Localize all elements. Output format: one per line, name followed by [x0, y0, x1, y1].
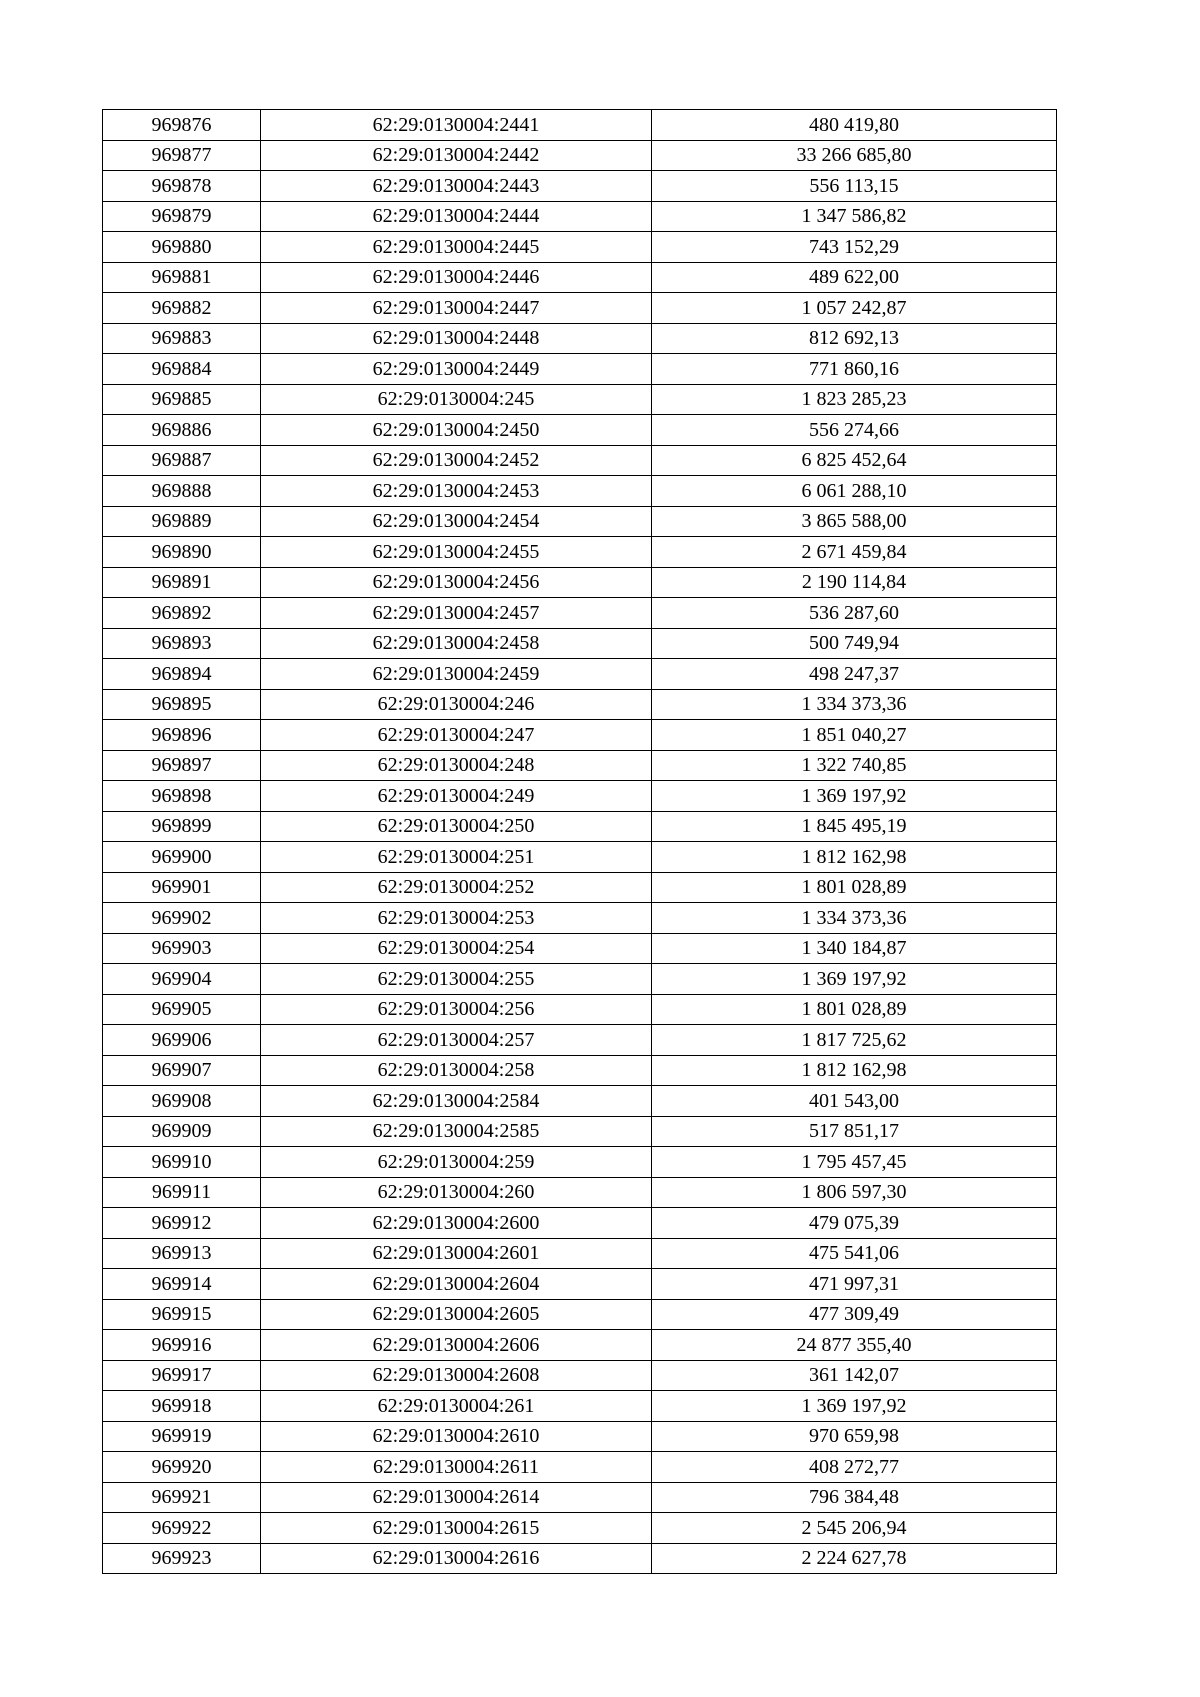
cadastral-number-cell: 62:29:0130004:2449	[261, 354, 652, 385]
cadastral-value-cell: 1 806 597,30	[652, 1177, 1057, 1208]
cadastral-value-cell: 498 247,37	[652, 659, 1057, 690]
cadastral-number-cell: 62:29:0130004:2614	[261, 1482, 652, 1513]
row-number-cell: 969881	[103, 262, 261, 293]
table-row	[103, 1299, 1057, 1330]
table-row	[103, 293, 1057, 324]
cadastral-number-cell: 62:29:0130004:2452	[261, 445, 652, 476]
table-row	[103, 628, 1057, 659]
cadastral-value-cell: 1 340 184,87	[652, 933, 1057, 964]
table-row	[103, 1391, 1057, 1422]
table-row	[103, 506, 1057, 537]
row-number-cell: 969907	[103, 1055, 261, 1086]
cadastral-number-cell: 62:29:0130004:246	[261, 689, 652, 720]
table-row	[103, 1055, 1057, 1086]
cadastral-value-cell: 2 545 206,94	[652, 1513, 1057, 1544]
cadastral-number-cell: 62:29:0130004:260	[261, 1177, 652, 1208]
cadastral-value-table	[102, 109, 1057, 1574]
row-number-cell: 969895	[103, 689, 261, 720]
cadastral-number-cell: 62:29:0130004:258	[261, 1055, 652, 1086]
row-number-cell: 969879	[103, 201, 261, 232]
table-row	[103, 720, 1057, 751]
row-number-cell: 969887	[103, 445, 261, 476]
table-row	[103, 750, 1057, 781]
row-number-cell: 969885	[103, 384, 261, 415]
cadastral-value-cell: 1 812 162,98	[652, 1055, 1057, 1086]
cadastral-value-cell: 475 541,06	[652, 1238, 1057, 1269]
table-row	[103, 1360, 1057, 1391]
cadastral-number-cell: 62:29:0130004:2455	[261, 537, 652, 568]
table-row	[103, 842, 1057, 873]
cadastral-number-cell: 62:29:0130004:250	[261, 811, 652, 842]
row-number-cell: 969914	[103, 1269, 261, 1300]
table-row	[103, 201, 1057, 232]
cadastral-value-cell: 401 543,00	[652, 1086, 1057, 1117]
cadastral-value-cell: 536 287,60	[652, 598, 1057, 629]
table-row	[103, 476, 1057, 507]
cadastral-number-cell: 62:29:0130004:2605	[261, 1299, 652, 1330]
table-row	[103, 445, 1057, 476]
cadastral-value-cell: 480 419,80	[652, 110, 1057, 141]
cadastral-value-cell: 1 845 495,19	[652, 811, 1057, 842]
cadastral-value-cell: 489 622,00	[652, 262, 1057, 293]
cadastral-value-cell: 1 334 373,36	[652, 689, 1057, 720]
cadastral-number-cell: 62:29:0130004:2459	[261, 659, 652, 690]
cadastral-number-cell: 62:29:0130004:2604	[261, 1269, 652, 1300]
cadastral-value-cell: 1 057 242,87	[652, 293, 1057, 324]
row-number-cell: 969923	[103, 1543, 261, 1574]
cadastral-number-cell: 62:29:0130004:2584	[261, 1086, 652, 1117]
table-row	[103, 262, 1057, 293]
table-row	[103, 354, 1057, 385]
row-number-cell: 969918	[103, 1391, 261, 1422]
cadastral-value-cell: 361 142,07	[652, 1360, 1057, 1391]
row-number-cell: 969905	[103, 994, 261, 1025]
table-row	[103, 1177, 1057, 1208]
cadastral-number-cell: 62:29:0130004:245	[261, 384, 652, 415]
cadastral-number-cell: 62:29:0130004:253	[261, 903, 652, 934]
table-row	[103, 384, 1057, 415]
table-row	[103, 232, 1057, 263]
row-number-cell: 969882	[103, 293, 261, 324]
cadastral-number-cell: 62:29:0130004:2585	[261, 1116, 652, 1147]
table-row	[103, 1086, 1057, 1117]
row-number-cell: 969880	[103, 232, 261, 263]
cadastral-number-cell: 62:29:0130004:255	[261, 964, 652, 995]
cadastral-value-cell: 24 877 355,40	[652, 1330, 1057, 1361]
row-number-cell: 969883	[103, 323, 261, 354]
cadastral-number-cell: 62:29:0130004:261	[261, 1391, 652, 1422]
row-number-cell: 969916	[103, 1330, 261, 1361]
cadastral-value-cell: 1 322 740,85	[652, 750, 1057, 781]
row-number-cell: 969906	[103, 1025, 261, 1056]
cadastral-value-cell: 2 190 114,84	[652, 567, 1057, 598]
cadastral-value-cell: 1 851 040,27	[652, 720, 1057, 751]
row-number-cell: 969884	[103, 354, 261, 385]
row-number-cell: 969877	[103, 140, 261, 171]
cadastral-value-cell: 556 113,15	[652, 171, 1057, 202]
cadastral-number-cell: 62:29:0130004:2616	[261, 1543, 652, 1574]
row-number-cell: 969897	[103, 750, 261, 781]
cadastral-number-cell: 62:29:0130004:254	[261, 933, 652, 964]
cadastral-number-cell: 62:29:0130004:2601	[261, 1238, 652, 1269]
table-row	[103, 811, 1057, 842]
cadastral-value-cell: 556 274,66	[652, 415, 1057, 446]
table-row	[103, 1543, 1057, 1574]
cadastral-number-cell: 62:29:0130004:2610	[261, 1421, 652, 1452]
cadastral-value-cell: 6 825 452,64	[652, 445, 1057, 476]
row-number-cell: 969896	[103, 720, 261, 751]
table-row	[103, 903, 1057, 934]
row-number-cell: 969903	[103, 933, 261, 964]
row-number-cell: 969886	[103, 415, 261, 446]
row-number-cell: 969915	[103, 1299, 261, 1330]
row-number-cell: 969889	[103, 506, 261, 537]
cadastral-value-cell: 6 061 288,10	[652, 476, 1057, 507]
table-row	[103, 1482, 1057, 1513]
cadastral-value-cell: 1 801 028,89	[652, 872, 1057, 903]
table-row	[103, 1208, 1057, 1239]
table-row	[103, 537, 1057, 568]
row-number-cell: 969878	[103, 171, 261, 202]
cadastral-number-cell: 62:29:0130004:2442	[261, 140, 652, 171]
cadastral-number-cell: 62:29:0130004:2615	[261, 1513, 652, 1544]
row-number-cell: 969910	[103, 1147, 261, 1178]
table-row	[103, 1025, 1057, 1056]
cadastral-value-cell: 743 152,29	[652, 232, 1057, 263]
cadastral-value-cell: 479 075,39	[652, 1208, 1057, 1239]
row-number-cell: 969922	[103, 1513, 261, 1544]
cadastral-number-cell: 62:29:0130004:249	[261, 781, 652, 812]
table-row	[103, 1269, 1057, 1300]
row-number-cell: 969892	[103, 598, 261, 629]
row-number-cell: 969901	[103, 872, 261, 903]
table-row	[103, 1147, 1057, 1178]
cadastral-number-cell: 62:29:0130004:251	[261, 842, 652, 873]
cadastral-value-cell: 1 369 197,92	[652, 781, 1057, 812]
cadastral-number-cell: 62:29:0130004:2446	[261, 262, 652, 293]
cadastral-value-cell: 500 749,94	[652, 628, 1057, 659]
table-row	[103, 1513, 1057, 1544]
row-number-cell: 969921	[103, 1482, 261, 1513]
row-number-cell: 969913	[103, 1238, 261, 1269]
cadastral-number-cell: 62:29:0130004:2448	[261, 323, 652, 354]
cadastral-value-cell: 471 997,31	[652, 1269, 1057, 1300]
table-row	[103, 781, 1057, 812]
cadastral-number-cell: 62:29:0130004:2600	[261, 1208, 652, 1239]
cadastral-value-cell: 771 860,16	[652, 354, 1057, 385]
cadastral-value-cell: 1 795 457,45	[652, 1147, 1057, 1178]
table-row	[103, 567, 1057, 598]
table-row	[103, 1452, 1057, 1483]
row-number-cell: 969911	[103, 1177, 261, 1208]
cadastral-value-cell: 477 309,49	[652, 1299, 1057, 1330]
cadastral-number-cell: 62:29:0130004:257	[261, 1025, 652, 1056]
cadastral-number-cell: 62:29:0130004:2450	[261, 415, 652, 446]
row-number-cell: 969890	[103, 537, 261, 568]
row-number-cell: 969902	[103, 903, 261, 934]
row-number-cell: 969908	[103, 1086, 261, 1117]
cadastral-value-cell: 1 334 373,36	[652, 903, 1057, 934]
cadastral-value-cell: 1 801 028,89	[652, 994, 1057, 1025]
row-number-cell: 969900	[103, 842, 261, 873]
table-row	[103, 323, 1057, 354]
row-number-cell: 969912	[103, 1208, 261, 1239]
cadastral-value-cell: 3 865 588,00	[652, 506, 1057, 537]
row-number-cell: 969894	[103, 659, 261, 690]
row-number-cell: 969891	[103, 567, 261, 598]
cadastral-value-cell: 796 384,48	[652, 1482, 1057, 1513]
cadastral-number-cell: 62:29:0130004:2454	[261, 506, 652, 537]
row-number-cell: 969888	[103, 476, 261, 507]
table-row	[103, 933, 1057, 964]
table-row	[103, 1238, 1057, 1269]
row-number-cell: 969876	[103, 110, 261, 141]
table-row	[103, 110, 1057, 141]
cadastral-value-cell: 1 369 197,92	[652, 1391, 1057, 1422]
cadastral-number-cell: 62:29:0130004:2441	[261, 110, 652, 141]
cadastral-number-cell: 62:29:0130004:247	[261, 720, 652, 751]
table-row	[103, 689, 1057, 720]
cadastral-number-cell: 62:29:0130004:2457	[261, 598, 652, 629]
cadastral-number-cell: 62:29:0130004:2443	[261, 171, 652, 202]
table-row	[103, 140, 1057, 171]
cadastral-number-cell: 62:29:0130004:2444	[261, 201, 652, 232]
cadastral-value-cell: 1 812 162,98	[652, 842, 1057, 873]
cadastral-number-cell: 62:29:0130004:2608	[261, 1360, 652, 1391]
cadastral-value-cell: 1 369 197,92	[652, 964, 1057, 995]
table-row	[103, 994, 1057, 1025]
cadastral-value-cell: 33 266 685,80	[652, 140, 1057, 171]
table-row	[103, 1116, 1057, 1147]
row-number-cell: 969899	[103, 811, 261, 842]
cadastral-value-cell: 2 671 459,84	[652, 537, 1057, 568]
cadastral-value-cell: 517 851,17	[652, 1116, 1057, 1147]
row-number-cell: 969917	[103, 1360, 261, 1391]
cadastral-value-cell: 1 817 725,62	[652, 1025, 1057, 1056]
row-number-cell: 969919	[103, 1421, 261, 1452]
cadastral-value-cell: 812 692,13	[652, 323, 1057, 354]
table-row	[103, 598, 1057, 629]
table-row	[103, 1421, 1057, 1452]
row-number-cell: 969904	[103, 964, 261, 995]
row-number-cell: 969893	[103, 628, 261, 659]
cadastral-number-cell: 62:29:0130004:2606	[261, 1330, 652, 1361]
cadastral-number-cell: 62:29:0130004:2458	[261, 628, 652, 659]
cadastral-number-cell: 62:29:0130004:2447	[261, 293, 652, 324]
cadastral-value-cell: 1 347 586,82	[652, 201, 1057, 232]
cadastral-number-cell: 62:29:0130004:2611	[261, 1452, 652, 1483]
cadastral-number-cell: 62:29:0130004:2453	[261, 476, 652, 507]
table-row	[103, 872, 1057, 903]
cadastral-number-cell: 62:29:0130004:256	[261, 994, 652, 1025]
cadastral-value-cell: 408 272,77	[652, 1452, 1057, 1483]
table-row	[103, 1330, 1057, 1361]
cadastral-number-cell: 62:29:0130004:259	[261, 1147, 652, 1178]
cadastral-number-cell: 62:29:0130004:248	[261, 750, 652, 781]
table-row	[103, 415, 1057, 446]
cadastral-value-cell: 970 659,98	[652, 1421, 1057, 1452]
table-row	[103, 964, 1057, 995]
cadastral-number-cell: 62:29:0130004:252	[261, 872, 652, 903]
cadastral-value-cell: 2 224 627,78	[652, 1543, 1057, 1574]
cadastral-value-cell: 1 823 285,23	[652, 384, 1057, 415]
row-number-cell: 969898	[103, 781, 261, 812]
table-body	[103, 110, 1057, 1574]
row-number-cell: 969920	[103, 1452, 261, 1483]
row-number-cell: 969909	[103, 1116, 261, 1147]
cadastral-number-cell: 62:29:0130004:2456	[261, 567, 652, 598]
table-row	[103, 171, 1057, 202]
cadastral-number-cell: 62:29:0130004:2445	[261, 232, 652, 263]
table-row	[103, 659, 1057, 690]
